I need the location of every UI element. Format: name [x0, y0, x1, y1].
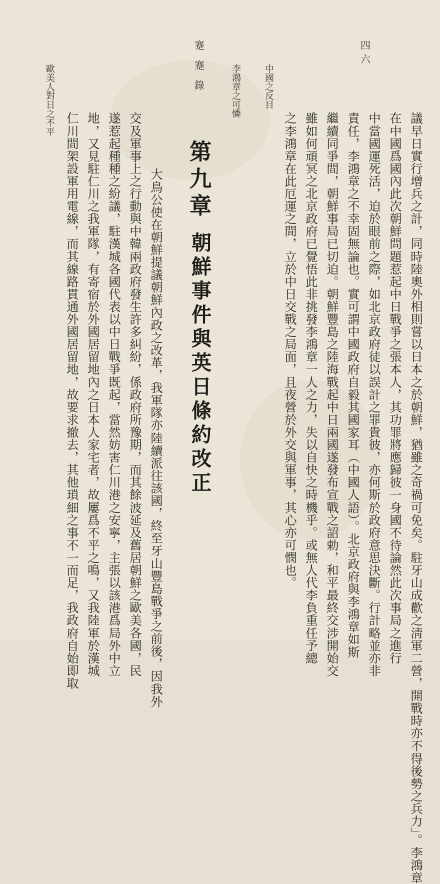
- margin-note-li-hongzhang: 李鴻章之可憐: [230, 64, 240, 118]
- body-line-left-4: 地，又見駐仁川之我軍隊，有寄宿於外國居留地內之日本人家宅者，故屢爲不平之鳴，又我陸軍於漢城: [86, 112, 101, 677]
- body-line-right-1: 議早日實行增兵之計，同時陸奧外相則嘗以日本之於朝鮮，猶雖之奇禍可免矣。駐牙山成歡之淸軍二營，開戰時亦不得後勢之兵力」。李鴻章: [409, 112, 424, 884]
- chapter-number: 第九章: [186, 140, 212, 221]
- chapter-title: 朝鮮事件與英日條約改正: [188, 232, 212, 496]
- book-title: 蹇蹇錄: [192, 40, 203, 100]
- margin-note-china-rift: 中國之反目: [263, 64, 273, 109]
- body-line-left-3: 遂惹起種種之紛議，駐漢城各國代表以中日戰爭既起，當然妨害仁川港之安寧，主張以該港爲局外中立: [107, 112, 122, 677]
- page-number: 四六: [358, 40, 369, 68]
- body-line-left-2: 交及軍事上之行動與中韓兩政府發生許多糾紛，係政府所豫期，而其餘波延及舊居朝鮮之歐美各國，民: [128, 112, 143, 677]
- margin-note-western-discontent: 歐美人對日之不平: [44, 64, 54, 136]
- body-line-left-1: 大鳥公使在朝鮮提議朝鮮內政之改革，我軍隊亦陸續派往該國，終至牙山豐島戰爭之前後，因我外: [149, 168, 164, 708]
- body-line-right-5: 繼續同爭間，朝鮮事局已切迫。朝鮮豐島之陸海戰起中日兩國遂發布宣戰之詔勅，和平最終交涉開始交: [325, 112, 340, 677]
- body-line-right-6: 雖如何頑冥之北京政府已覺悟此非挑發李鴻章一人之力，失以自快之時機乎。或無人代李負重任予總: [304, 112, 319, 665]
- body-line-right-4: 責任，李鴻章之不幸固無論也。實可謂中國政府自毅其國家耳（中國人語）。北京政府與李鴻章如斯: [346, 112, 361, 659]
- body-line-left-5: 仁川間架設軍用電線，而其線路貫通外國居留地，故要求撤去，其他瑣細之事不一而足，我政府自始即取: [65, 112, 80, 690]
- body-line-right-3: 中當國運死活，迫於眼前之際，如北京政府徒以誤計之罪貴彼，亦何斯於政府意思決斷。行計略並亦非: [367, 112, 382, 677]
- body-line-right-7: 之李鴻章在此厄運之間，立於中日交戰之局面，且夜營於外交與軍事，其心亦可憫也。: [283, 112, 298, 589]
- body-line-right-2: 在中國爲國內此次朝鮮問題惹起中日戰爭之張本人，其功罪將應歸彼一身國不待論然此次事局之進行: [388, 112, 403, 665]
